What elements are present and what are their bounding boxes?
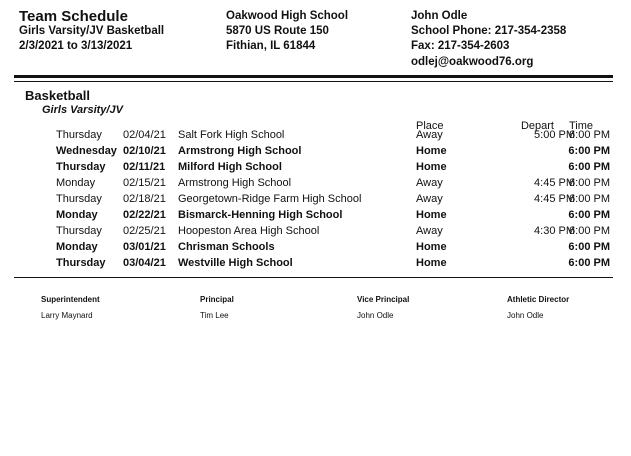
game-time: 6:00 PM [568, 161, 610, 173]
column-header-time: Time [569, 120, 594, 132]
game-place: Home [416, 241, 447, 253]
game-day: Thursday [56, 161, 106, 173]
game-depart: 4:45 PM [534, 193, 575, 205]
game-day: Thursday [56, 225, 102, 237]
game-time: 6:00 PM [568, 145, 610, 157]
signature-title-athletic-director: Athletic Director [507, 295, 570, 304]
game-depart: 4:30 PM [534, 225, 575, 237]
table-row [0, 177, 631, 193]
game-time: 6:00 PM [569, 225, 610, 237]
game-place: Home [416, 209, 447, 221]
team-name: Girls Varsity/JV Basketball [19, 25, 165, 37]
game-place: Away [416, 129, 443, 141]
game-depart: 5:00 PM [534, 129, 575, 141]
game-opponent: Bismarck-Henning High School [178, 209, 343, 221]
page-title: Team Schedule [19, 8, 128, 25]
game-day: Thursday [56, 193, 102, 205]
signature-title-superintendent: Superintendent [41, 295, 100, 304]
signature-name-principal: Tim Lee [200, 311, 229, 320]
game-opponent: Armstrong High School [178, 145, 302, 157]
table-row [0, 241, 631, 257]
table-row [0, 193, 631, 209]
table-row [0, 145, 631, 161]
header-divider-thick [14, 75, 613, 78]
game-day: Thursday [56, 129, 102, 141]
header-divider-thin [14, 81, 613, 82]
game-date: 03/04/21 [123, 257, 166, 269]
game-place: Away [416, 177, 443, 189]
game-day: Monday [56, 177, 96, 189]
game-place: Away [416, 225, 443, 237]
sport-heading: Basketball [25, 88, 91, 103]
date-range: 2/3/2021 to 3/13/2021 [19, 40, 133, 52]
game-day: Monday [56, 241, 98, 253]
game-time: 6:00 PM [569, 193, 610, 205]
game-day: Monday [56, 209, 98, 221]
game-opponent: Chrisman Schools [178, 241, 275, 253]
signature-name-superintendent: Larry Maynard [41, 311, 93, 320]
address-line-2: Fithian, IL 61844 [226, 40, 316, 52]
signature-name-athletic-director: John Odle [507, 311, 544, 320]
game-opponent: Milford High School [178, 161, 282, 173]
game-depart: 4:45 PM [534, 177, 575, 189]
column-header-place: Place [416, 120, 444, 132]
game-date: 02/22/21 [123, 209, 166, 221]
contact-name: John Odle [411, 10, 468, 22]
table-row [0, 225, 631, 241]
game-date: 02/15/21 [123, 177, 166, 189]
game-place: Home [416, 257, 447, 269]
signature-title-vice-principal: Vice Principal [357, 295, 410, 304]
schedule-bottom-divider [14, 277, 613, 278]
game-opponent: Salt Fork High School [178, 129, 285, 141]
level-heading: Girls Varsity/JV [42, 104, 123, 116]
game-date: 02/10/21 [123, 145, 166, 157]
game-time: 6:00 PM [569, 129, 610, 141]
table-row [0, 209, 631, 225]
game-date: 02/18/21 [123, 193, 166, 205]
game-opponent: Westville High School [178, 257, 293, 269]
game-time: 6:00 PM [568, 257, 610, 269]
game-date: 03/01/21 [123, 241, 166, 253]
game-opponent: Hoopeston Area High School [178, 225, 320, 237]
address-line-1: 5870 US Route 150 [226, 25, 329, 37]
table-row [0, 257, 631, 273]
game-place: Away [416, 193, 443, 205]
table-row [0, 129, 631, 145]
game-time: 6:00 PM [569, 177, 610, 189]
game-opponent: Georgetown-Ridge Farm High School [178, 193, 362, 205]
column-header-depart: Depart [520, 120, 554, 132]
game-day: Thursday [56, 257, 106, 269]
table-row [0, 161, 631, 177]
school-name: Oakwood High School [226, 10, 349, 22]
game-date: 02/11/21 [123, 161, 166, 173]
game-time: 6:00 PM [568, 209, 610, 221]
signature-title-principal: Principal [200, 295, 234, 304]
game-date: 02/25/21 [123, 225, 166, 237]
game-day: Wednesday [56, 145, 117, 157]
email-address: odlej@oakwood76.org [411, 56, 534, 68]
game-opponent: Armstrong High School [178, 177, 292, 189]
game-place: Home [416, 145, 447, 157]
fax-number: Fax: 217-354-2603 [411, 40, 510, 52]
school-phone: School Phone: 217-354-2358 [411, 25, 567, 37]
game-date: 02/04/21 [123, 129, 166, 141]
game-place: Home [416, 161, 447, 173]
game-time: 6:00 PM [568, 241, 610, 253]
signature-name-vice-principal: John Odle [357, 311, 394, 320]
